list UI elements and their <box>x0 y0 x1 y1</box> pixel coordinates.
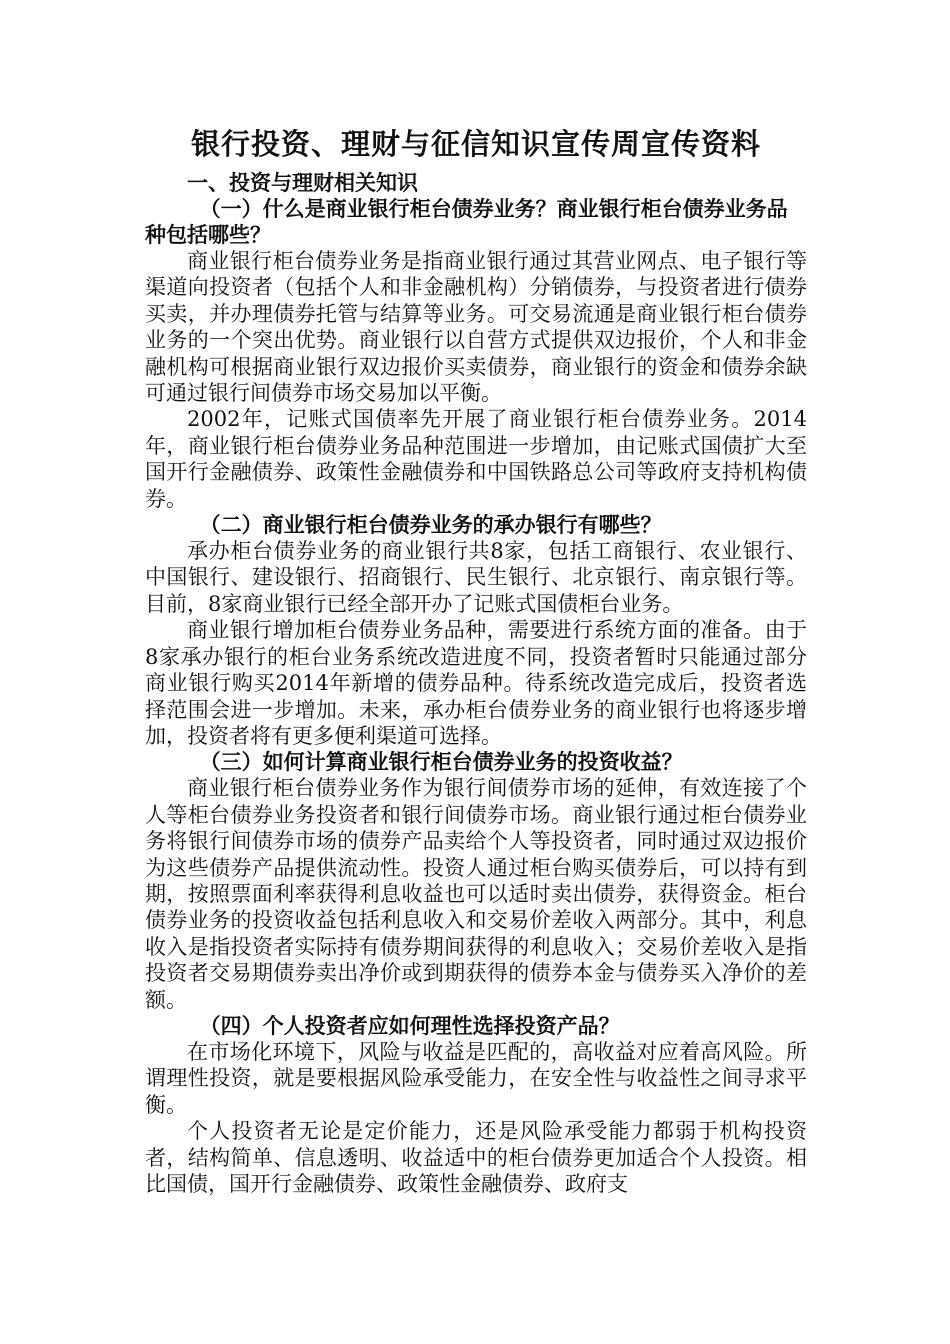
question-4-heading: （四）个人投资者应如何理性选择投资产品？ <box>199 1012 620 1038</box>
document-page <box>145 124 807 1197</box>
question-2-heading: （二）商业银行柜台债券业务的承办银行有哪些？ <box>199 512 662 538</box>
question-2-paragraph-1: 承办柜台债券业务的商业银行共8家，包括工商银行、农业银行、中国银行、建设银行、招商银行、民生银行、北京银行、南京银行等。目前，8家商业银行已经全部开办了记账式国债柜台业务。 <box>145 539 807 616</box>
question-3-heading: （三）如何计算商业银行柜台债券业务的投资收益？ <box>199 749 683 775</box>
section-heading: 一、投资与理财相关知识 <box>187 170 418 195</box>
question-1-paragraph-2: 2002年，记账式国债率先开展了商业银行柜台债券业务。2014年，商业银行柜台债券业务品种范围进一步增加，由记账式国债扩大至国开行金融债券、政策性金融债券和中国铁路总公司等政府支持机构债券。 <box>145 407 807 511</box>
question-4-paragraph-2: 个人投资者无论是定价能力，还是风险承受能力都弱于机构投资者，结构简单、信息透明、收益适中的柜台债券更加适合个人投资。相比国债，国开行金融债券、政策性金融债券、政府支 <box>145 1119 807 1196</box>
question-1-heading: （一）什么是商业银行柜台债券业务？商业银行柜台债券业务品种包括哪些？ <box>145 196 788 247</box>
document-title: 银行投资、理财与征信知识宣传周宣传资料 <box>190 127 761 161</box>
question-4-paragraph-1: 在市场化环境下，风险与收益是匹配的，高收益对应着高风险。所谓理性投资，就是要根据风险承受能力，在安全性与收益性之间寻求平衡。 <box>145 1039 807 1117</box>
question-2-paragraph-2: 商业银行增加柜台债券业务品种，需要进行系统方面的准备。由于8家承办银行的柜台业务系统改造进度不同，投资者暂时只能通过部分商业银行购买2014年新增的债券品种。待系统改造完成后，投资者选择范围会进一步增加。未来，承办柜台债券业务的商业银行也将逐步增加，投资者将有更多便利渠道可选择。 <box>145 618 807 748</box>
question-3-paragraph-1: 商业银行柜台债券业务作为银行间债券市场的延伸，有效连接了个人等柜台债券业务投资者和银行间债券市场。商业银行通过柜台债券业务将银行间债券市场的债券产品卖给个人等投资者，同时通过双边报价为这些债券产品提供流动性。投资人通过柜台购买债券后，可以持有到期，按照票面利率获得利息收益也可以适时卖出债券，获得资金。柜台债券业务的投资收益包括利息收入和交易价差收入两部分。其中，利息收入是指投资者实际持有债券期间获得的利息收入；交易价差收入是指投资者交易期债券卖出净价或到期获得的债券本金与债券买入净价的差额。 <box>145 776 807 1012</box>
question-1-paragraph-1: 商业银行柜台债券业务是指商业银行通过其营业网点、电子银行等渠道向投资者（包括个人和非金融机构）分销债券，与投资者进行债券买卖，并办理债券托管与结算等业务。可交易流通是商业银行柜台债券业务的一个突出优势。商业银行以自营方式提供双边报价，个人和非金融机构可根据商业银行双边报价买卖债券，商业银行的资金和债券余缺可通过银行间债券市场交易加以平衡。 <box>145 249 807 406</box>
